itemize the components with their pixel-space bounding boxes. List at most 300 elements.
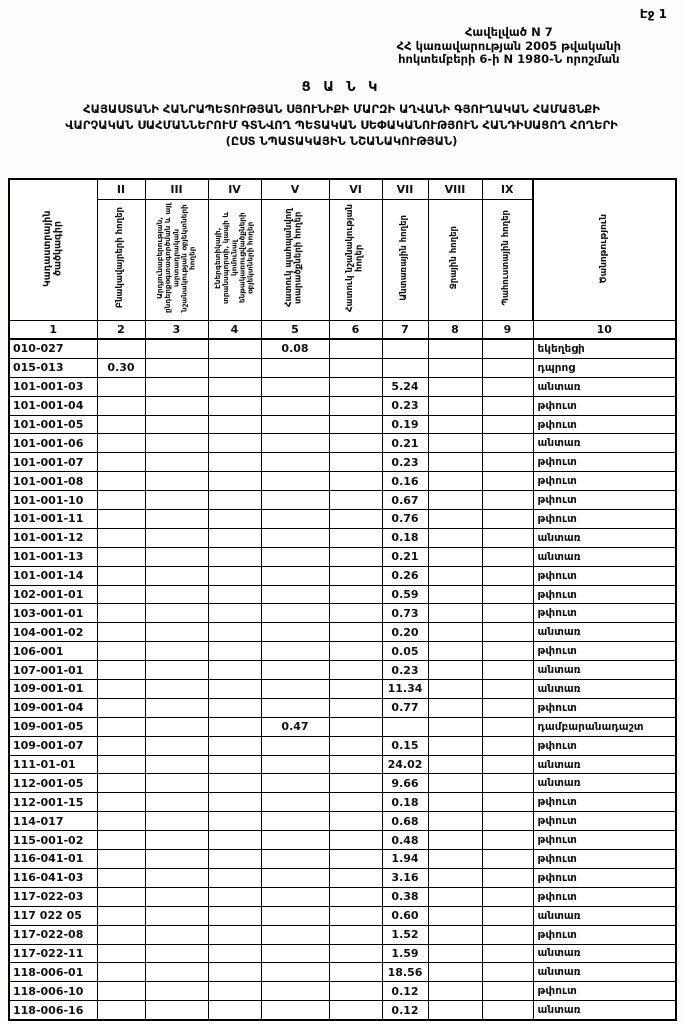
- area-value-cell: [97, 510, 145, 529]
- area-value-cell: [145, 850, 208, 869]
- cadastral-code-cell: 102-001-01: [9, 585, 97, 604]
- area-value-cell: [428, 472, 482, 491]
- cadastral-code-cell: 101-001-07: [9, 453, 97, 472]
- header-note-label: Ծանոթություն: [599, 213, 610, 284]
- area-value-cell: [145, 434, 208, 453]
- area-value-cell: [208, 623, 261, 642]
- cadastral-code-cell: 118-006-01: [9, 963, 97, 982]
- header-infrastructure-lands: Էներգետիկայի, տրանսպորտի, կապի և կոմունալ ենթակառուցվածքների օբյեկտների հողեր: [208, 200, 261, 321]
- area-value-cell: [97, 831, 145, 850]
- note-cell: թփուտ: [533, 491, 676, 510]
- area-value-cell: [329, 925, 382, 944]
- table-row: [9, 868, 676, 887]
- table-row: [9, 604, 676, 623]
- column-number-7: 7: [382, 321, 428, 340]
- note-cell: թփուտ: [533, 604, 676, 623]
- table-row: [9, 906, 676, 925]
- area-value-cell: [482, 510, 533, 529]
- area-value-cell: [97, 377, 145, 396]
- area-value-cell: [145, 680, 208, 699]
- column-number-9: 9: [482, 321, 533, 340]
- area-value-cell: [261, 510, 329, 529]
- area-value-cell: 0.18: [382, 793, 428, 812]
- area-value-cell: [208, 453, 261, 472]
- note-cell: թփուտ: [533, 850, 676, 869]
- area-value-cell: [482, 415, 533, 434]
- table-row: [9, 547, 676, 566]
- area-value-cell: [428, 585, 482, 604]
- note-cell: անտառ: [533, 906, 676, 925]
- roman-numeral-VIII: VIII: [428, 179, 482, 200]
- area-value-cell: [145, 339, 208, 358]
- table-row: [9, 680, 676, 699]
- area-value-cell: [97, 680, 145, 699]
- area-value-cell: [145, 415, 208, 434]
- table-row: [9, 585, 676, 604]
- page-number: Էջ 1: [639, 7, 667, 21]
- area-value-cell: [482, 585, 533, 604]
- area-value-cell: [145, 585, 208, 604]
- area-value-cell: [145, 963, 208, 982]
- area-value-cell: [329, 377, 382, 396]
- area-value-cell: [428, 982, 482, 1001]
- area-value-cell: [261, 1001, 329, 1020]
- area-value-cell: [428, 831, 482, 850]
- cadastral-code-cell: 101-001-12: [9, 528, 97, 547]
- area-value-cell: [145, 755, 208, 774]
- area-value-cell: [97, 453, 145, 472]
- area-value-cell: [261, 736, 329, 755]
- area-value-cell: [208, 1001, 261, 1020]
- area-value-cell: [145, 604, 208, 623]
- cadastral-code-cell: 109-001-07: [9, 736, 97, 755]
- area-value-cell: 0.08: [261, 339, 329, 358]
- area-value-cell: [482, 358, 533, 377]
- area-value-cell: [482, 1001, 533, 1020]
- table-row: [9, 491, 676, 510]
- area-value-cell: [482, 623, 533, 642]
- table-row: [9, 453, 676, 472]
- area-value-cell: [329, 982, 382, 1001]
- area-value-cell: [329, 963, 382, 982]
- area-value-cell: [428, 453, 482, 472]
- area-value-cell: [261, 434, 329, 453]
- area-value-cell: [208, 510, 261, 529]
- area-value-cell: [261, 491, 329, 510]
- area-value-cell: [428, 963, 482, 982]
- note-cell: թփուտ: [533, 698, 676, 717]
- area-value-cell: 0.21: [382, 547, 428, 566]
- area-value-cell: [428, 680, 482, 699]
- area-value-cell: [329, 415, 382, 434]
- area-value-cell: [261, 453, 329, 472]
- area-value-cell: [329, 566, 382, 585]
- area-value-cell: [97, 547, 145, 566]
- area-value-cell: [428, 717, 482, 736]
- area-value-cell: [208, 396, 261, 415]
- area-value-cell: [482, 755, 533, 774]
- area-value-cell: [482, 812, 533, 831]
- area-value-cell: [428, 850, 482, 869]
- area-value-cell: 0.38: [382, 887, 428, 906]
- area-value-cell: [261, 868, 329, 887]
- cadastral-code-cell: 117-022-08: [9, 925, 97, 944]
- area-value-cell: [145, 831, 208, 850]
- area-value-cell: 0.59: [382, 585, 428, 604]
- table-row: [9, 850, 676, 869]
- note-cell: անտառ: [533, 680, 676, 699]
- table-row: [9, 623, 676, 642]
- note-cell: անտառ: [533, 661, 676, 680]
- cadastral-code-cell: 109-001-01: [9, 680, 97, 699]
- note-cell: եկեղեցի: [533, 339, 676, 358]
- area-value-cell: 3.16: [382, 868, 428, 887]
- cadastral-code-cell: 101-001-04: [9, 396, 97, 415]
- area-value-cell: [261, 642, 329, 661]
- column-number-2: 2: [97, 321, 145, 340]
- area-value-cell: [97, 887, 145, 906]
- column-number-6: 6: [329, 321, 382, 340]
- area-value-cell: 5.24: [382, 377, 428, 396]
- roman-numeral-II: II: [97, 179, 145, 200]
- area-value-cell: [261, 925, 329, 944]
- header-protected-area-lands: Հատուկ պահպանվող տարածքների հողեր: [261, 200, 329, 321]
- area-value-cell: [261, 831, 329, 850]
- area-value-cell: [329, 887, 382, 906]
- note-cell: թփուտ: [533, 868, 676, 887]
- area-value-cell: [329, 850, 382, 869]
- area-value-cell: [97, 850, 145, 869]
- area-value-cell: [145, 887, 208, 906]
- area-value-cell: [482, 604, 533, 623]
- area-value-cell: [145, 812, 208, 831]
- area-value-cell: [329, 623, 382, 642]
- header-reserve-lands: Պահուստային հողեր: [482, 200, 533, 321]
- area-value-cell: [428, 755, 482, 774]
- area-value-cell: [329, 528, 382, 547]
- area-value-cell: [482, 850, 533, 869]
- area-value-cell: [97, 339, 145, 358]
- area-value-cell: [208, 774, 261, 793]
- area-value-cell: [482, 774, 533, 793]
- area-value-cell: [329, 453, 382, 472]
- area-value-cell: 0.68: [382, 812, 428, 831]
- area-value-cell: [97, 755, 145, 774]
- area-value-cell: [208, 812, 261, 831]
- note-cell: թփուտ: [533, 793, 676, 812]
- area-value-cell: 0.12: [382, 982, 428, 1001]
- area-value-cell: [329, 698, 382, 717]
- area-value-cell: [208, 434, 261, 453]
- area-value-cell: [261, 812, 329, 831]
- table-row: [9, 925, 676, 944]
- area-value-cell: [428, 604, 482, 623]
- document-subtitle: [0, 101, 683, 149]
- area-value-cell: [428, 698, 482, 717]
- table-row: [9, 528, 676, 547]
- cadastral-code-cell: 118-006-10: [9, 982, 97, 1001]
- cadastral-code-cell: 104-001-02: [9, 623, 97, 642]
- area-value-cell: [97, 906, 145, 925]
- area-value-cell: [97, 1001, 145, 1020]
- area-value-cell: [482, 887, 533, 906]
- area-value-cell: 0.23: [382, 661, 428, 680]
- cadastral-code-cell: 111-01-01: [9, 755, 97, 774]
- cadastral-code-cell: 114-017: [9, 812, 97, 831]
- area-value-cell: [208, 755, 261, 774]
- area-value-cell: [329, 339, 382, 358]
- area-value-cell: [145, 925, 208, 944]
- column-number-4: 4: [208, 321, 261, 340]
- area-value-cell: [329, 812, 382, 831]
- area-value-cell: [145, 472, 208, 491]
- area-value-cell: [145, 717, 208, 736]
- area-value-cell: [261, 358, 329, 377]
- table-row: [9, 717, 676, 736]
- table-row: [9, 698, 676, 717]
- land-parcels-table: [8, 178, 677, 1021]
- cadastral-code-cell: 101-001-03: [9, 377, 97, 396]
- note-cell: անտառ: [533, 547, 676, 566]
- cadastral-code-cell: 101-001-10: [9, 491, 97, 510]
- area-value-cell: [261, 944, 329, 963]
- area-value-cell: [208, 698, 261, 717]
- note-cell: թփուտ: [533, 642, 676, 661]
- area-value-cell: [208, 472, 261, 491]
- area-value-cell: [208, 831, 261, 850]
- table-row: [9, 377, 676, 396]
- document-title: Ց Ա Ն Կ: [301, 80, 382, 95]
- area-value-cell: [261, 850, 329, 869]
- area-value-cell: [208, 377, 261, 396]
- table-row: [9, 472, 676, 491]
- cadastral-code-cell: 115-001-02: [9, 831, 97, 850]
- area-value-cell: [261, 547, 329, 566]
- table-row: [9, 755, 676, 774]
- roman-numeral-row: [9, 179, 676, 200]
- roman-numeral-VI: VI: [329, 179, 382, 200]
- area-value-cell: [482, 698, 533, 717]
- cadastral-code-cell: 101-001-13: [9, 547, 97, 566]
- area-value-cell: [97, 528, 145, 547]
- area-value-cell: [145, 661, 208, 680]
- appendix-note: [397, 26, 621, 67]
- area-value-cell: 11.34: [382, 680, 428, 699]
- area-value-cell: [145, 906, 208, 925]
- table-row: [9, 415, 676, 434]
- area-value-cell: [329, 793, 382, 812]
- area-value-cell: [329, 1001, 382, 1020]
- cadastral-code-cell: 101-001-08: [9, 472, 97, 491]
- area-value-cell: [208, 358, 261, 377]
- cadastral-code-cell: 116-041-03: [9, 868, 97, 887]
- cadastral-code-cell: 101-001-14: [9, 566, 97, 585]
- area-value-cell: 18.56: [382, 963, 428, 982]
- area-value-cell: [482, 377, 533, 396]
- area-value-cell: [482, 868, 533, 887]
- area-value-cell: [145, 547, 208, 566]
- area-value-cell: [482, 944, 533, 963]
- roman-numeral-IV: IV: [208, 179, 261, 200]
- table-row: [9, 963, 676, 982]
- note-cell: դամբարանադաշտ: [533, 717, 676, 736]
- cadastral-code-cell: 112-001-15: [9, 793, 97, 812]
- area-value-cell: [97, 812, 145, 831]
- area-value-cell: [145, 642, 208, 661]
- area-value-cell: [329, 944, 382, 963]
- roman-numeral-IX: IX: [482, 179, 533, 200]
- cadastral-code-cell: 112-001-05: [9, 774, 97, 793]
- area-value-cell: [482, 831, 533, 850]
- cadastral-code-cell: 117-022-11: [9, 944, 97, 963]
- area-value-cell: 0.76: [382, 510, 428, 529]
- area-value-cell: [97, 944, 145, 963]
- area-value-cell: [428, 812, 482, 831]
- cadastral-code-cell: 103-001-01: [9, 604, 97, 623]
- area-value-cell: [261, 963, 329, 982]
- area-value-cell: [329, 491, 382, 510]
- note-cell: թփուտ: [533, 812, 676, 831]
- area-value-cell: [208, 566, 261, 585]
- area-value-cell: 0.30: [97, 358, 145, 377]
- area-value-cell: 0.23: [382, 453, 428, 472]
- cadastral-code-cell: 107-001-01: [9, 661, 97, 680]
- table-row: [9, 339, 676, 358]
- table-body: [9, 339, 676, 1020]
- area-value-cell: [145, 377, 208, 396]
- area-value-cell: [145, 396, 208, 415]
- area-value-cell: 24.02: [382, 755, 428, 774]
- note-cell: անտառ: [533, 755, 676, 774]
- area-value-cell: 1.59: [382, 944, 428, 963]
- roman-numeral-VII: VII: [382, 179, 428, 200]
- area-value-cell: 0.48: [382, 831, 428, 850]
- area-value-cell: [145, 774, 208, 793]
- area-value-cell: [97, 472, 145, 491]
- area-value-cell: [208, 415, 261, 434]
- area-value-cell: [97, 566, 145, 585]
- area-value-cell: [208, 491, 261, 510]
- area-value-cell: [97, 623, 145, 642]
- area-value-cell: [428, 944, 482, 963]
- header-settlement-lands: Բնակավայրերի հողեր: [97, 200, 145, 321]
- area-value-cell: [208, 680, 261, 699]
- area-value-cell: [382, 717, 428, 736]
- area-value-cell: [261, 585, 329, 604]
- area-value-cell: [261, 623, 329, 642]
- area-value-cell: [261, 604, 329, 623]
- area-value-cell: 0.20: [382, 623, 428, 642]
- area-value-cell: [482, 396, 533, 415]
- area-value-cell: [428, 434, 482, 453]
- note-cell: թփուտ: [533, 453, 676, 472]
- column-number-3: 3: [145, 321, 208, 340]
- table-row: [9, 642, 676, 661]
- area-value-cell: [261, 982, 329, 1001]
- table-row: [9, 1001, 676, 1020]
- area-value-cell: [482, 453, 533, 472]
- table-row: [9, 793, 676, 812]
- column-number-row: [9, 321, 676, 340]
- area-value-cell: [261, 698, 329, 717]
- area-value-cell: [97, 604, 145, 623]
- note-cell: թփուտ: [533, 566, 676, 585]
- area-value-cell: [482, 661, 533, 680]
- area-value-cell: [145, 528, 208, 547]
- area-value-cell: 1.94: [382, 850, 428, 869]
- area-value-cell: 1.52: [382, 925, 428, 944]
- note-cell: անտառ: [533, 774, 676, 793]
- subtitle-line-1: ՀԱՅԱՍՏԱՆԻ ՀԱՆՐԱՊԵՏՈՒԹՅԱՆ ՍՅՈՒՆԻՔԻ ՄԱՐԶԻ ԱՂՎԱՆԻ ԳՅՈՒՂԱԿԱՆ ՀԱՄԱՅՆՔԻ: [83, 102, 600, 116]
- column-number-8: 8: [428, 321, 482, 340]
- header-industrial-lands: Արդյունաբերության, ընդերքօգտագործման և այլ արտադրական նշանակության օբյեկտների հողեր: [145, 200, 208, 321]
- area-value-cell: [261, 887, 329, 906]
- area-value-cell: [261, 793, 329, 812]
- area-value-cell: [145, 944, 208, 963]
- cadastral-code-cell: 116-041-01: [9, 850, 97, 869]
- header-cadastral-code: [9, 179, 97, 321]
- area-value-cell: [329, 680, 382, 699]
- area-value-cell: [145, 491, 208, 510]
- area-value-cell: [329, 547, 382, 566]
- note-cell: թփուտ: [533, 396, 676, 415]
- area-value-cell: [261, 566, 329, 585]
- area-value-cell: [261, 774, 329, 793]
- area-value-cell: [208, 887, 261, 906]
- table-row: [9, 982, 676, 1001]
- note-cell: թփուտ: [533, 887, 676, 906]
- area-value-cell: [329, 510, 382, 529]
- area-value-cell: [428, 623, 482, 642]
- area-value-cell: [97, 982, 145, 1001]
- area-value-cell: [329, 472, 382, 491]
- area-value-cell: [329, 358, 382, 377]
- area-value-cell: [329, 906, 382, 925]
- area-value-cell: [482, 963, 533, 982]
- area-value-cell: [208, 547, 261, 566]
- roman-numeral-V: V: [261, 179, 329, 200]
- area-value-cell: [97, 868, 145, 887]
- area-value-cell: [97, 963, 145, 982]
- cadastral-code-cell: 015-013: [9, 358, 97, 377]
- area-value-cell: [428, 906, 482, 925]
- table-row: [9, 661, 676, 680]
- area-value-cell: [428, 377, 482, 396]
- note-cell: անտառ: [533, 623, 676, 642]
- area-value-cell: [329, 642, 382, 661]
- area-value-cell: [329, 717, 382, 736]
- note-cell: անտառ: [533, 434, 676, 453]
- area-value-cell: [261, 528, 329, 547]
- appendix-line-1: Հավելված N 7: [464, 25, 553, 39]
- area-value-cell: [482, 434, 533, 453]
- area-value-cell: 0.18: [382, 528, 428, 547]
- cadastral-code-cell: 117-022-03: [9, 887, 97, 906]
- area-value-cell: [428, 510, 482, 529]
- area-value-cell: [428, 547, 482, 566]
- area-value-cell: [97, 661, 145, 680]
- area-value-cell: [382, 358, 428, 377]
- table-row: [9, 736, 676, 755]
- area-value-cell: [428, 774, 482, 793]
- cadastral-code-cell: 101-001-11: [9, 510, 97, 529]
- note-cell: թփուտ: [533, 585, 676, 604]
- area-value-cell: [208, 906, 261, 925]
- area-value-cell: [208, 585, 261, 604]
- appendix-line-3: հոկտեմբերի 6-ի N 1980-Ն որոշման: [398, 52, 620, 66]
- table-row: [9, 774, 676, 793]
- area-value-cell: [97, 396, 145, 415]
